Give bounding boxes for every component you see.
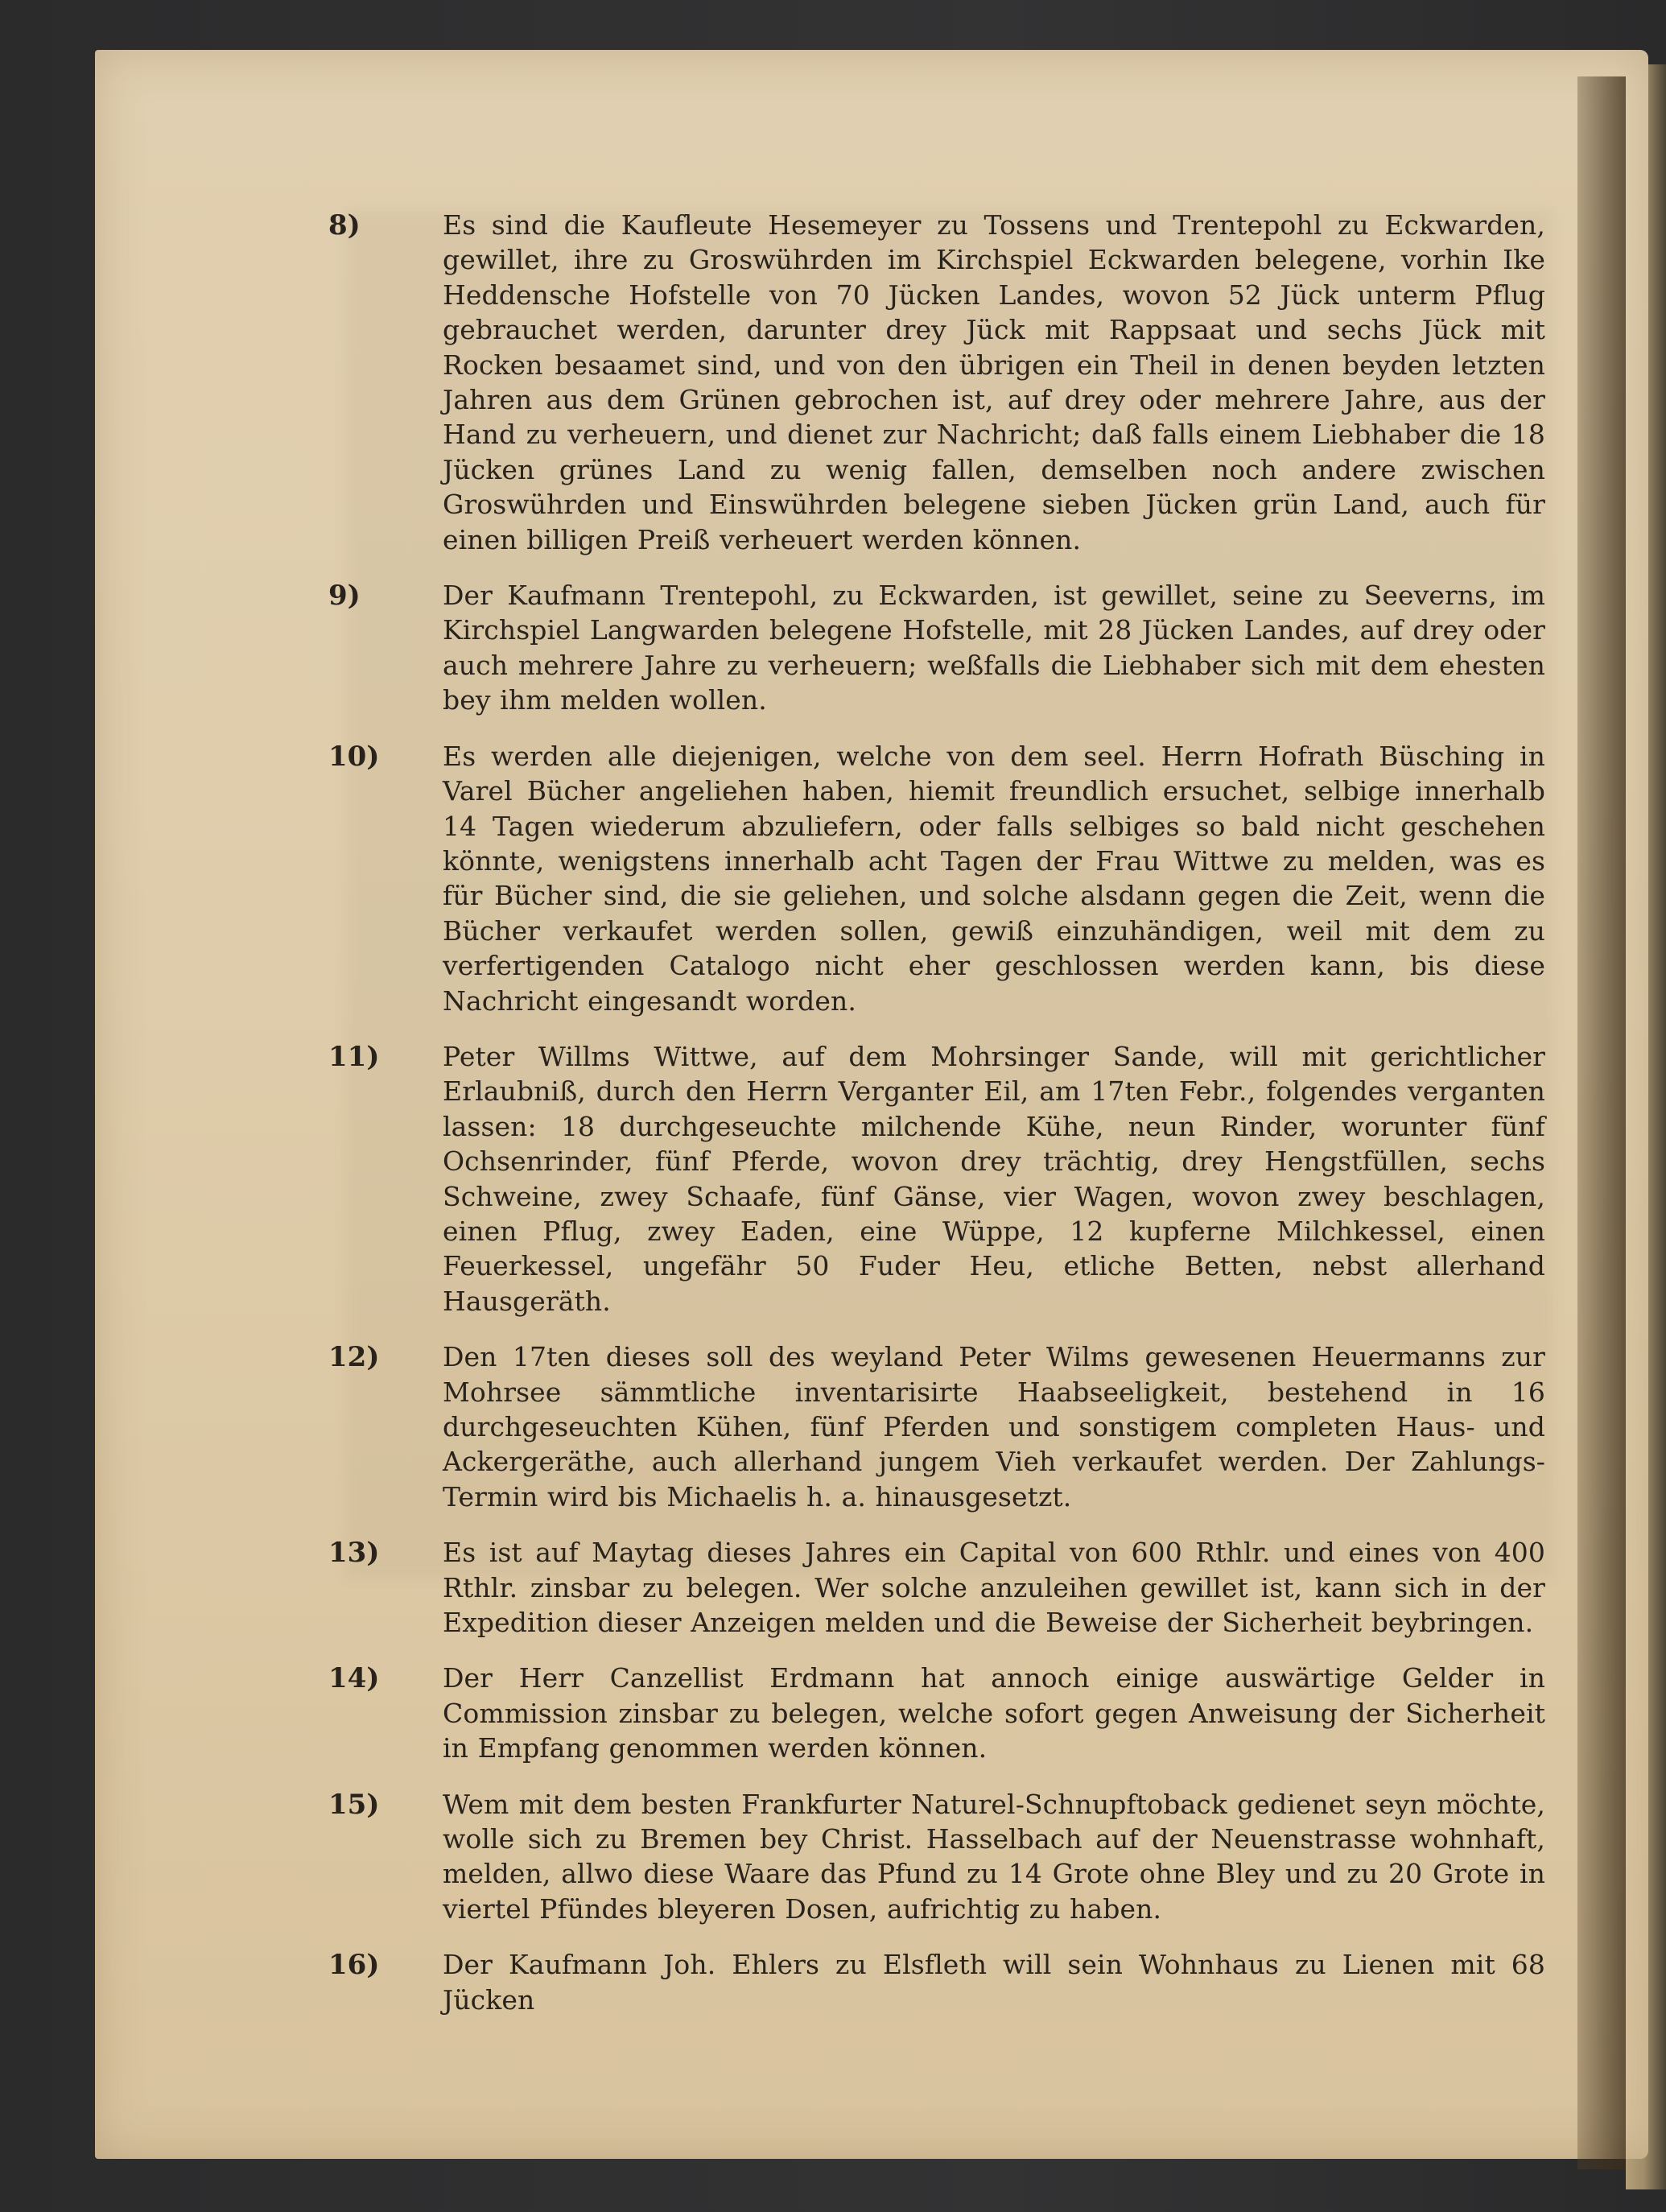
entry-number: 13) (328, 1537, 380, 1570)
entry-number: 15) (328, 1788, 380, 1821)
entry-text: Der Kaufmann Joh. Ehlers zu Elsfleth will sein Wohnhaus zu Lienen mit 68 Jücken (443, 1949, 1545, 2016)
notice-entry-8 (328, 208, 1545, 557)
entry-number: 14) (328, 1662, 380, 1695)
notice-entry-11 (328, 1039, 1545, 1319)
notice-entry-10 (328, 739, 1545, 1018)
page-spine-shadow (1577, 76, 1626, 2169)
entry-number: 11) (328, 1040, 380, 1073)
entry-text: Es werden alle diejenigen, welche von dem seel. Herrn Hofrath Büsching in Varel Bücher angeliehen haben, hiemit freundlich ersuchet, selbige innerhalb 14 Tagen wiederum abzuliefern, oder falls selbiges so bald nicht geschehen könnte, wenigstens innerhalb acht Tagen der Frau Wittwe zu melden, was es für Bücher sind, die sie geliehen, und solche alsdann gegen die Zeit, wenn die Bücher verkaufet werden sollen, gewiß einzuhändigen, weil mit dem zu verfertigenden Catalogo nicht eher geschlossen werden kann, bis diese Nachricht eingesandt worden. (443, 740, 1545, 1017)
entry-text: Den 17ten dieses soll des weyland Peter Wilms gewesenen Heuermanns zur Mohrsee sämmtliche inventarisirte Haabseeligkeit, bestehend in 16 durchgeseuchten Kühen, fünf Pferden und sonstigem completen Haus- und Ackergeräthe, auch allerhand jungem Vieh verkaufet werden. Der Zahlungs-Termin wird bis Michaelis h. a. hinausgesetzt. (443, 1341, 1545, 1512)
entry-text: Der Kaufmann Trentepohl, zu Eckwarden, ist gewillet, seine zu Seeverns, im Kirchspiel Langwarden belegene Hofstelle, mit 28 Jücken Landes, auf drey oder auch mehrere Jahre zu verheuern; weßfalls die Liebhaber sich mit dem ehesten bey ihm melden wollen. (443, 580, 1545, 716)
entry-number: 10) (328, 740, 380, 773)
notice-entry-12 (328, 1339, 1545, 1514)
entry-text: Es sind die Kaufleute Hesemeyer zu Tossens und Trentepohl zu Eckwarden, gewillet, ihre zu Groswührden im Kirchspiel Eckwarden belegene, vorhin Ike Heddensche Hofstelle von 70 Jücken Landes, wovon 52 Jück unterm Pflug gebrauchet werden, darunter drey Jück mit Rappsaat und sechs Jück mit Rocken besaamet sind, und von den übrigen ein Theil in denen beyden letzten Jahren aus dem Grünen gebrochen ist, auf drey oder mehrere Jahre, aus der Hand zu verheuern, und dienet zur Nachricht; daß falls einem Liebhaber die 18 Jücken grünes Land zu wenig fallen, demselben noch andere zwischen Groswührden und Einswührden belegene sieben Jücken grün Land, auch für einen billigen Preiß verheuert werden können. (443, 209, 1545, 555)
entry-text: Es ist auf Maytag dieses Jahres ein Capital von 600 Rthlr. und eines von 400 Rthlr. zinsbar zu belegen. Wer solche anzuleihen gewillet ist, kann sich in der Expedition dieser Anzeigen melden und die Beweise der Sicherheit beybringen. (443, 1537, 1545, 1639)
entry-number: 8) (328, 209, 361, 241)
entry-text: Peter Willms Wittwe, auf dem Mohrsinger Sande, will mit gerichtlicher Erlaubniß, durch den Herrn Verganter Eil, am 17ten Febr., folgendes verganten lassen: 18 durchgeseuchte milchende Kühe, neun Rinder, worunter fünf Ochsenrinder, fünf Pferde, wovon drey trächtig, drey Hengstfüllen, sechs Schweine, zwey Schaafe, fünf Gänse, vier Wagen, wovon zwey beschlagen, einen Pflug, zwey Eaden, eine Wüppe, 12 kupferne Milchkessel, einen Feuerkessel, ungefähr 50 Fuder Heu, etliche Betten, nebst allerhand Hausgeräth. (443, 1040, 1545, 1317)
page-text-body (328, 208, 1545, 2038)
notice-entry-16 (328, 1947, 1545, 2017)
entry-number: 9) (328, 580, 361, 613)
notice-entry-14 (328, 1661, 1545, 1765)
entry-text: Der Herr Canzellist Erdmann hat annoch einige auswärtige Gelder in Commission zinsbar zu belegen, welche sofort gegen Anweisung der Sicherheit in Empfang genommen werden können. (443, 1662, 1545, 1764)
notice-entry-15 (328, 1787, 1545, 1927)
entry-text: Wem mit dem besten Frankfurter Naturel-Schnupftoback gedienet seyn möchte, wolle sich zu Bremen bey Christ. Hasselbach auf der Neuenstrasse wohnhaft, melden, allwo diese Waare das Pfund zu 14 Grote ohne Bley und zu 20 Grote in viertel Pfündes bleyeren Dosen, aufrichtig zu haben. (443, 1788, 1545, 1925)
entry-number: 16) (328, 1949, 380, 1982)
notice-entry-13 (328, 1535, 1545, 1640)
entry-number: 12) (328, 1341, 380, 1374)
notice-entry-9 (328, 578, 1545, 718)
